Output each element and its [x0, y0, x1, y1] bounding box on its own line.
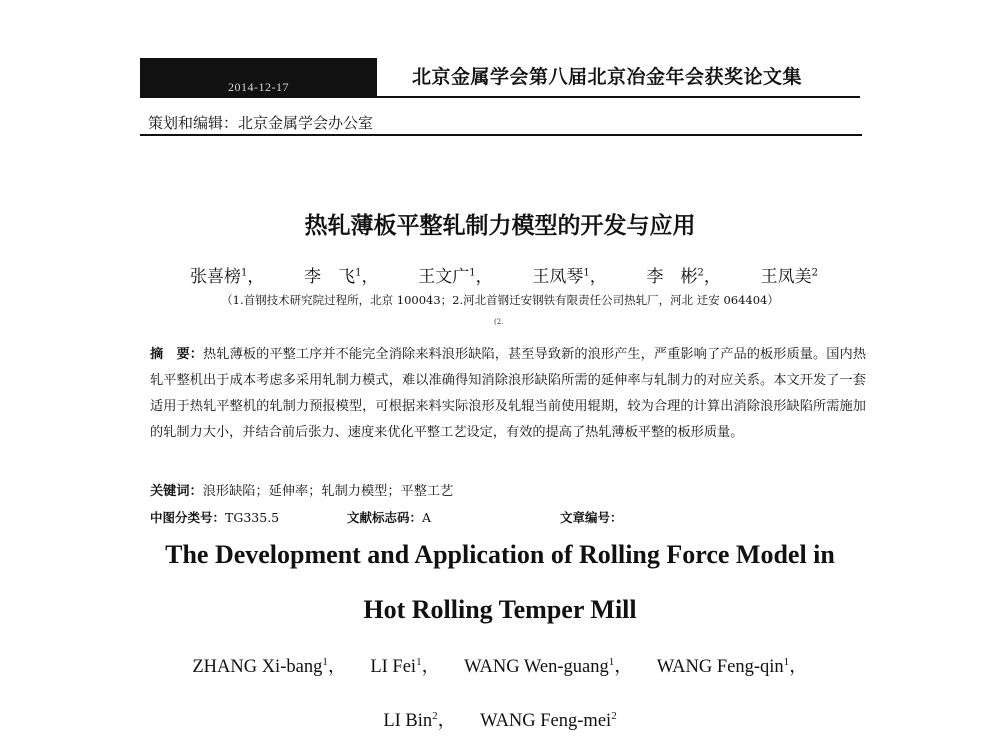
- paper-title-en-line1: The Development and Application of Rolling Force Model in: [165, 540, 835, 569]
- header-rule: [140, 96, 860, 98]
- authors-en-line1: [0, 652, 1000, 678]
- author-en: WANG Wen-guang$^1$，: [464, 655, 633, 677]
- publication-date: 2014-12-17: [228, 80, 289, 94]
- author-en: WANG Feng-qin$^1$，: [656, 655, 808, 677]
- keywords-cn: [150, 480, 453, 499]
- date-banner: [140, 58, 377, 98]
- author-cn: 王文广$^1$，: [418, 267, 493, 287]
- author-cn: 王凤美$^2$: [760, 267, 818, 287]
- author-en: ZHANG Xi-bang$^1$，: [192, 655, 347, 677]
- abstract-label: 摘 要：: [150, 347, 204, 362]
- classification-line: [150, 508, 623, 526]
- author-en: LI Bin$^2$，: [383, 709, 457, 731]
- clc-number: 中图分类号：TG335.5: [150, 510, 280, 525]
- stray-mark: (2.: [494, 318, 504, 326]
- author-en: LI Fei$^1$，: [370, 655, 441, 677]
- keywords-text: 浪形缺陷；延伸率；轧制力模型；平整工艺: [202, 484, 454, 499]
- keywords-label: 关键词：: [150, 484, 203, 499]
- author-en: WANG Feng-mei$^2$: [480, 709, 617, 731]
- affiliation-cn: （1.首钢技术研究院过程所，北京 100043；2.河北首钢迁安钢铁有限责任公司热轧厂，河北 迁安 064404）: [221, 293, 779, 307]
- paper-title-en-line2: Hot Rolling Temper Mill: [363, 595, 637, 624]
- authors-en-line2: [0, 706, 1000, 732]
- editor-rule: [140, 134, 862, 136]
- author-cn: 张喜榜$^1$，: [190, 267, 265, 287]
- journal-title: 北京金属学会第八届北京冶金年会获奖论文集: [412, 66, 803, 88]
- document-code: 文献标志码：A: [347, 510, 432, 525]
- abstract-text: 热轧薄板的平整工序并不能完全消除来料浪形缺陷，甚至导致新的浪形产生，严重影响了产品的板形质量。国内热轧平整机出于成本考虑多采用轧制力模式，难以准确得知消除浪形缺陷所需的延伸率与轧制力的对应关系。本文开发了一套适用于热轧平整机的轧制力预报模型，可根据来料实际浪形及轧辊当前使用辊期，较为合理的计算出消除浪形缺陷所需施加的轧制力大小，并结合前后张力、速度来优化平整工艺设定，有效的提高了热轧薄板平整的板形质量。: [150, 347, 866, 440]
- authors-cn: [140, 262, 860, 287]
- editor-line: 策划和编辑：北京金属学会办公室: [148, 114, 374, 132]
- paper-title-cn: 热轧薄板平整轧制力模型的开发与应用: [304, 213, 696, 239]
- author-cn: 李 彬$^2$，: [646, 267, 721, 287]
- abstract-cn: [150, 342, 866, 446]
- author-cn: 李 飞$^1$，: [304, 267, 379, 287]
- author-cn: 王凤琴$^1$，: [532, 267, 607, 287]
- article-number: 文章编号：: [560, 510, 623, 525]
